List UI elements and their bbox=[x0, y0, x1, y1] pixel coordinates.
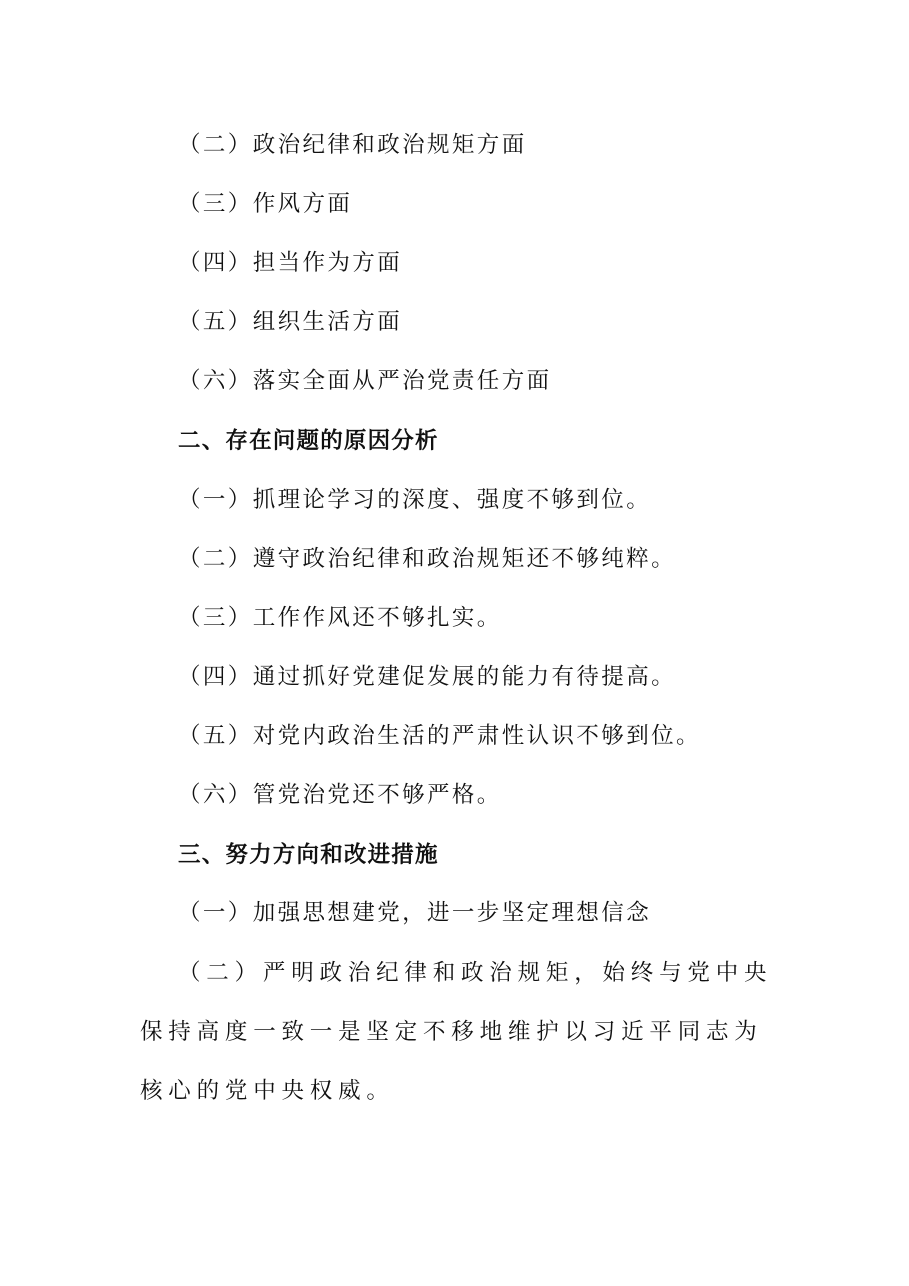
list-item: （六）管党治党还不够严格。 bbox=[178, 782, 502, 808]
section-heading: 二、存在问题的原因分析 bbox=[178, 428, 439, 454]
list-item: （一）抓理论学习的深度、强度不够到位。 bbox=[178, 487, 652, 513]
list-item: （二）政治纪律和政治规矩方面 bbox=[178, 132, 527, 158]
list-item: （三）工作作风还不够扎实。 bbox=[178, 605, 502, 631]
list-item: （一）加强思想建党，进一步坚定理想信念 bbox=[178, 900, 652, 926]
list-item: （五）组织生活方面 bbox=[178, 309, 403, 335]
list-item: （三）作风方面 bbox=[178, 191, 353, 217]
list-item: （六）落实全面从严治党责任方面 bbox=[178, 368, 552, 394]
section-heading: 三、努力方向和改进措施 bbox=[178, 842, 439, 868]
list-item: （二）遵守政治纪律和政治规矩还不够纯粹。 bbox=[178, 546, 677, 572]
body-paragraph: （二）严明政治纪律和政治规矩，始终与党中央保持高度一致一是坚定不移地维护以习近平同志为核心的党中央权威。 bbox=[140, 960, 773, 1104]
list-item: （四）担当作为方面 bbox=[178, 250, 403, 276]
list-item: （五）对党内政治生活的严肃性认识不够到位。 bbox=[178, 723, 701, 749]
list-item: （四）通过抓好党建促发展的能力有待提高。 bbox=[178, 664, 677, 690]
